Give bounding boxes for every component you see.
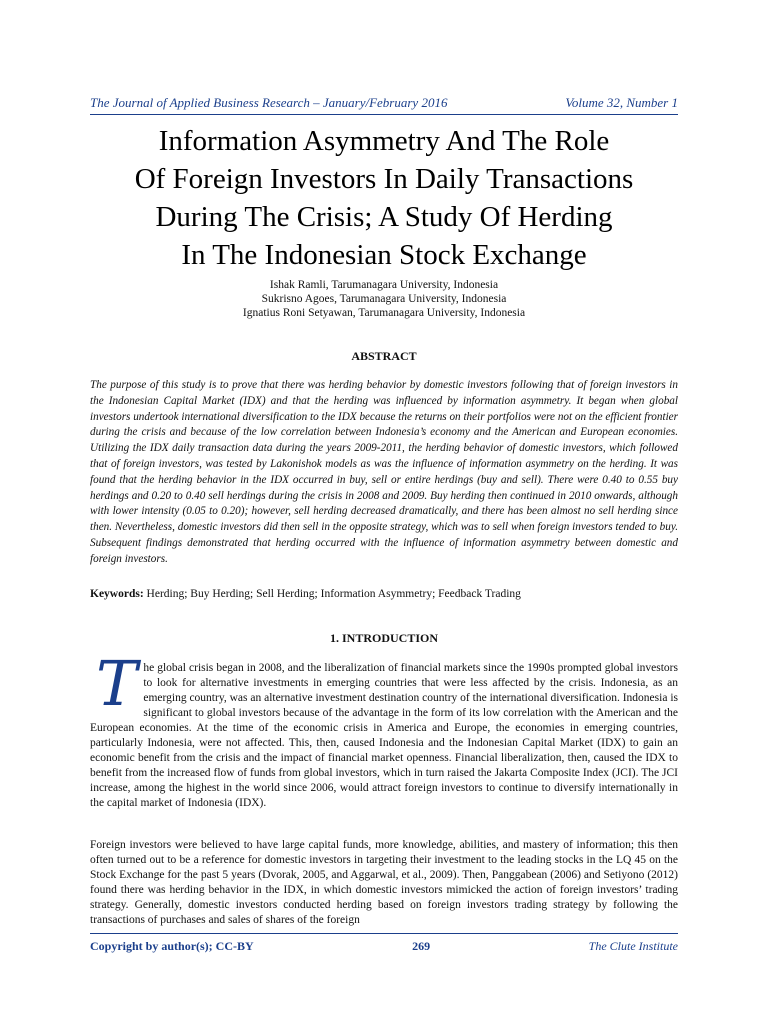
running-header (90, 92, 678, 115)
paper-title (60, 122, 708, 274)
journal-name: The Journal of Applied Business Research – January/February 2016 (90, 95, 448, 110)
author-list (90, 278, 678, 320)
author: Ishak Ramli, Tarumanagara University, Indonesia (269, 279, 499, 291)
publisher-name: The Clute Institute (588, 939, 678, 953)
title-line: Information Asymmetry And The Role (158, 125, 610, 157)
keywords-label: Keywords: (90, 588, 144, 600)
paragraph-text: he global crisis began in 2008, and the liberalization of financial markets since the 1990s prompted global investors to look for alternative investments in emerging countries that were less affected by the crisis. Indonesia, as an emerging country, was an alternative investment destination country of the international diversification. Indonesia is significant to global investors because of the advantage in the form of its low correlation with the American and the European economies. At the time of the economic crisis in America and Europe, the economies in emerging countries, particularly Indonesia, were not affected. This, then, caused Indonesia and the Indonesian Capital Market (IDX) to gain an economic benefit from the crisis and the impact of financial market openness. Financial liberalization, then, caused the IDX to benefit from the increased flow of funds from global investors, which in turn raised the Jakarta Composite Index (JCI). The JCI increase, among the highest in the world since 2006, would attract foreign investors to continue to diversify internationally in the capital market of Indonesia (IDX). (90, 662, 678, 809)
title-line: In The Indonesian Stock Exchange (181, 239, 587, 271)
keywords (90, 587, 678, 602)
page-footer (90, 933, 678, 954)
drop-cap: T (96, 647, 138, 720)
volume-number: Volume 32, Number 1 (565, 95, 678, 110)
copyright-notice: Copyright by author(s); CC-BY (90, 939, 254, 953)
page-number: 269 (412, 939, 431, 953)
title-line: During The Crisis; A Study Of Herding (155, 201, 613, 233)
author: Sukrisno Agoes, Tarumanagara University, Indonesia (261, 293, 507, 305)
introduction-paragraph: Foreign investors were believed to have large capital funds, more knowledge, abilities, and mastery of information; this then often turned out to be a reference for domestic investors in targeting their investment to the leading stocks in the LQ 45 on the Stock Exchange for the past 5 years (Dvorak, 2005, and Aggarwal, et al., 2009). Then, Panggabean (2006) and Setiyono (2012) found there was herding behavior in the IDX, in which domestic investors mimicked the action of foreign investors’ trading strategy. Generally, domestic investors conducted herding based on foreign investors trading strategy by following the transactions of purchases and sales of shares of the foreign (90, 839, 678, 926)
introduction-heading: 1. INTRODUCTION (329, 631, 438, 645)
title-line: Of Foreign Investors In Daily Transactions (134, 163, 634, 195)
abstract-heading: ABSTRACT (351, 349, 417, 363)
author: Ignatius Roni Setyawan, Tarumanagara University, Indonesia (242, 307, 526, 319)
abstract-text: The purpose of this study is to prove that there was herding behavior by domestic investors following that of foreign investors in the Indonesian Capital Market (IDX) and that the herding was influenced by information asymmetry. It began when global investors undertook international diversification to the IDX because the returns on their portfolios were not on the efficient frontier during the crisis and because of the low correlation between Indonesia’s economy and the American and European economies. Utilizing the IDX daily transaction data during the years 2009-2011, the herding behavior of domestic investors, which followed that of foreign investors, was tested by Lakonishok models as was the influence of information asymmetry on the herding. It was found that the herding behavior in the IDX occurred in buy, sell or entire herdings (buy and sell). There were 0.40 to 0.55 buy herdings and 0.20 to 0.40 sell herdings during the crisis in 2008 and 2009. Buy herding then continued in 2010 onwards, although with lower intensity (0.05 to 0.20); however, sell herding decreased dramatically, and there has been almost no sell herding since then. Nevertheless, domestic investors did then sell in the opposite strategy, which was to sell when foreign investors tended to buy. Subsequent findings demonstrated that herding occurred with the influence of information asymmetry between domestic and foreign investors. (90, 379, 678, 565)
keywords-list: Herding; Buy Herding; Sell Herding; Information Asymmetry; Feedback Trading (146, 588, 521, 600)
introduction-paragraph (90, 647, 678, 811)
